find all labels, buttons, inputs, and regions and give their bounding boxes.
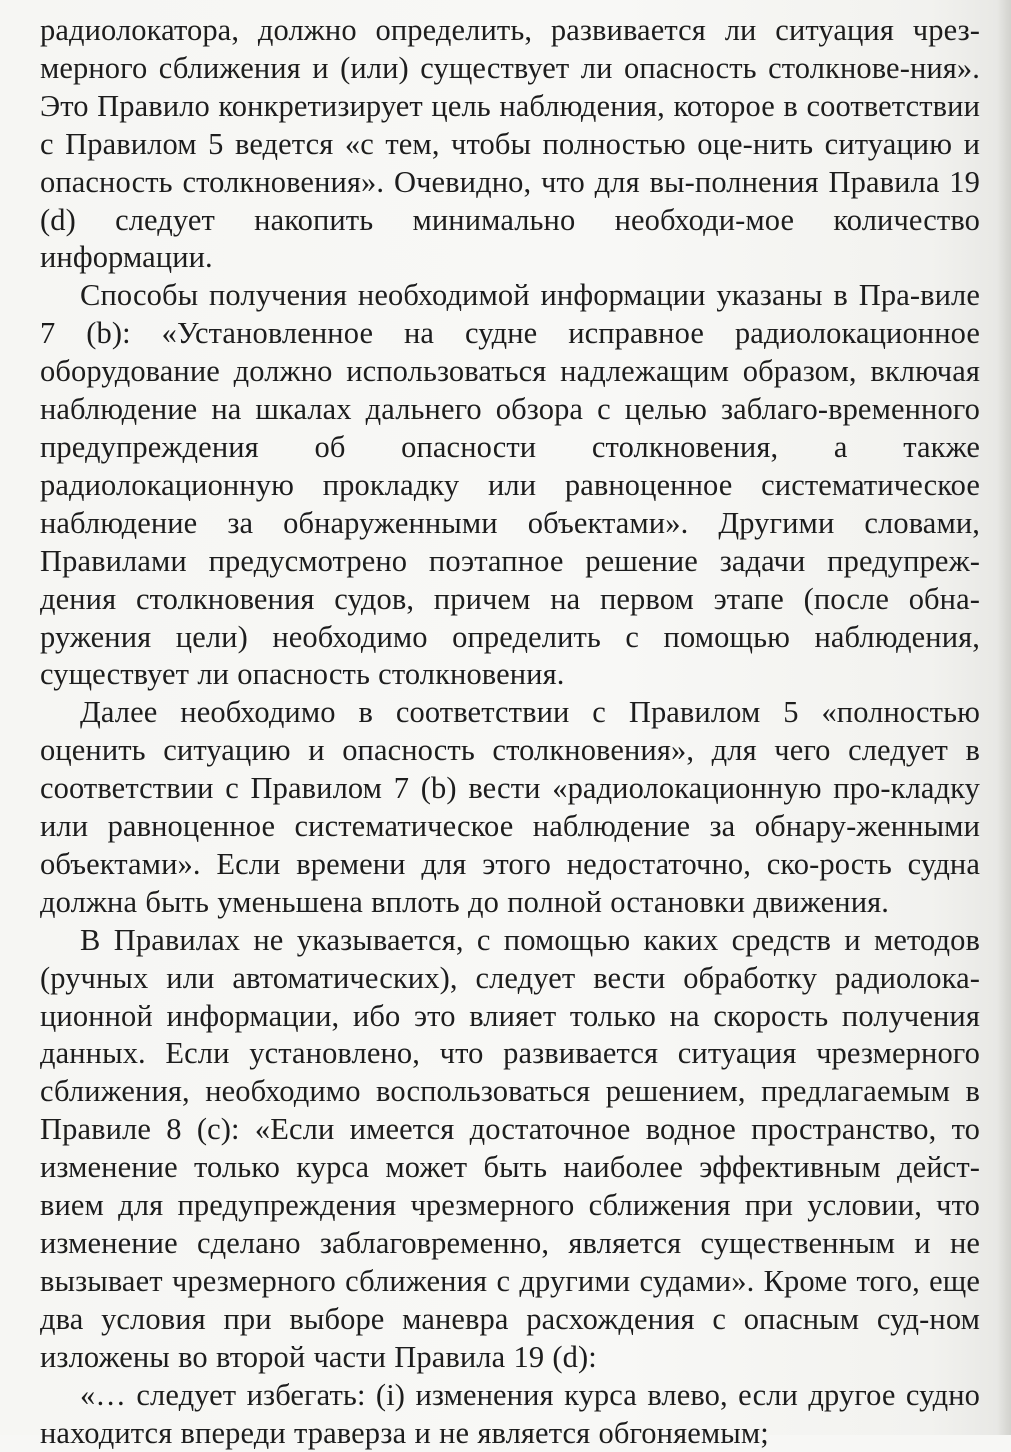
page-edge-shadow	[997, 0, 1011, 1435]
paragraph-5: «… следует избегать: (i) изменения курса влево, если другое судно находится впереди траверза и не является обгоняемым;	[40, 1377, 980, 1450]
paragraph-2: Способы получения необходимой информации указаны в Пра-виле 7 (b): «Установленное на судне исправное радиолокационное оборудование должно использоваться надлежащим образом, включая наблюдение на шкалах дальнего обзора с целью заблаго-временного предупреждения об опасности столкновения, а также радиолокационную прокладку или равноценное систематическое наблюдение за обнаруженными объектами». Другими словами, Правилами предусмотрено поэтапное решение задачи предупреж-дения столкновения судов, причем на первом этапе (после обна-ружения цели) необходимо определить с помощью наблюдения, существует ли опасность столкновения.	[40, 278, 980, 692]
paragraph-3: Далее необходимо в соответствии с Правилом 5 «полностью оценить ситуацию и опасность столкновения», для чего следует в соответствии с Правилом 7 (b) вести «радиолокационную про-кладку или равноценное систематическое наблюдение за обнару-женными объектами». Если времени для этого недостаточно, ско-рость судна должна быть уменьшена вплоть до полной остановки движения.	[40, 695, 980, 919]
paragraph-4: В Правилах не указывается, с помощью каких средств и методов (ручных или автоматических), следует вести обработку радиолока-ционной информации, ибо это влияет только на скорость получения данных. Если установлено, что развивается ситуация чрезмерного сближения, необходимо воспользоваться решением, предлагаемым в Правиле 8 (с): «Если имеется достаточное водное пространство, то изменение только курса может быть наиболее эффективным дейст-вием для предупреждения чрезмерного сближения при условии, что изменение сделано заблаговременно, является существенным и не вызывает чрезмерного сближения с другими судами». Кроме того, еще два условия при выборе маневра расхождения с опасным суд-ном изложены во второй части Правила 19 (d):	[40, 922, 980, 1374]
paragraph-1: радиолокатора, должно определить, развивается ли ситуация чрез-мерного сближения и (или) существует ли опасность столкнове-ния». Это Правило конкретизирует цель наблюдения, которое в соответствии с Правилом 5 ведется «с тем, чтобы полностью оце-нить ситуацию и опасность столкновения». Очевидно, что для вы-полнения Правила 19 (d) следует накопить минимально необходи-мое количество информации.	[40, 13, 980, 275]
body-text	[40, 12, 980, 1452]
